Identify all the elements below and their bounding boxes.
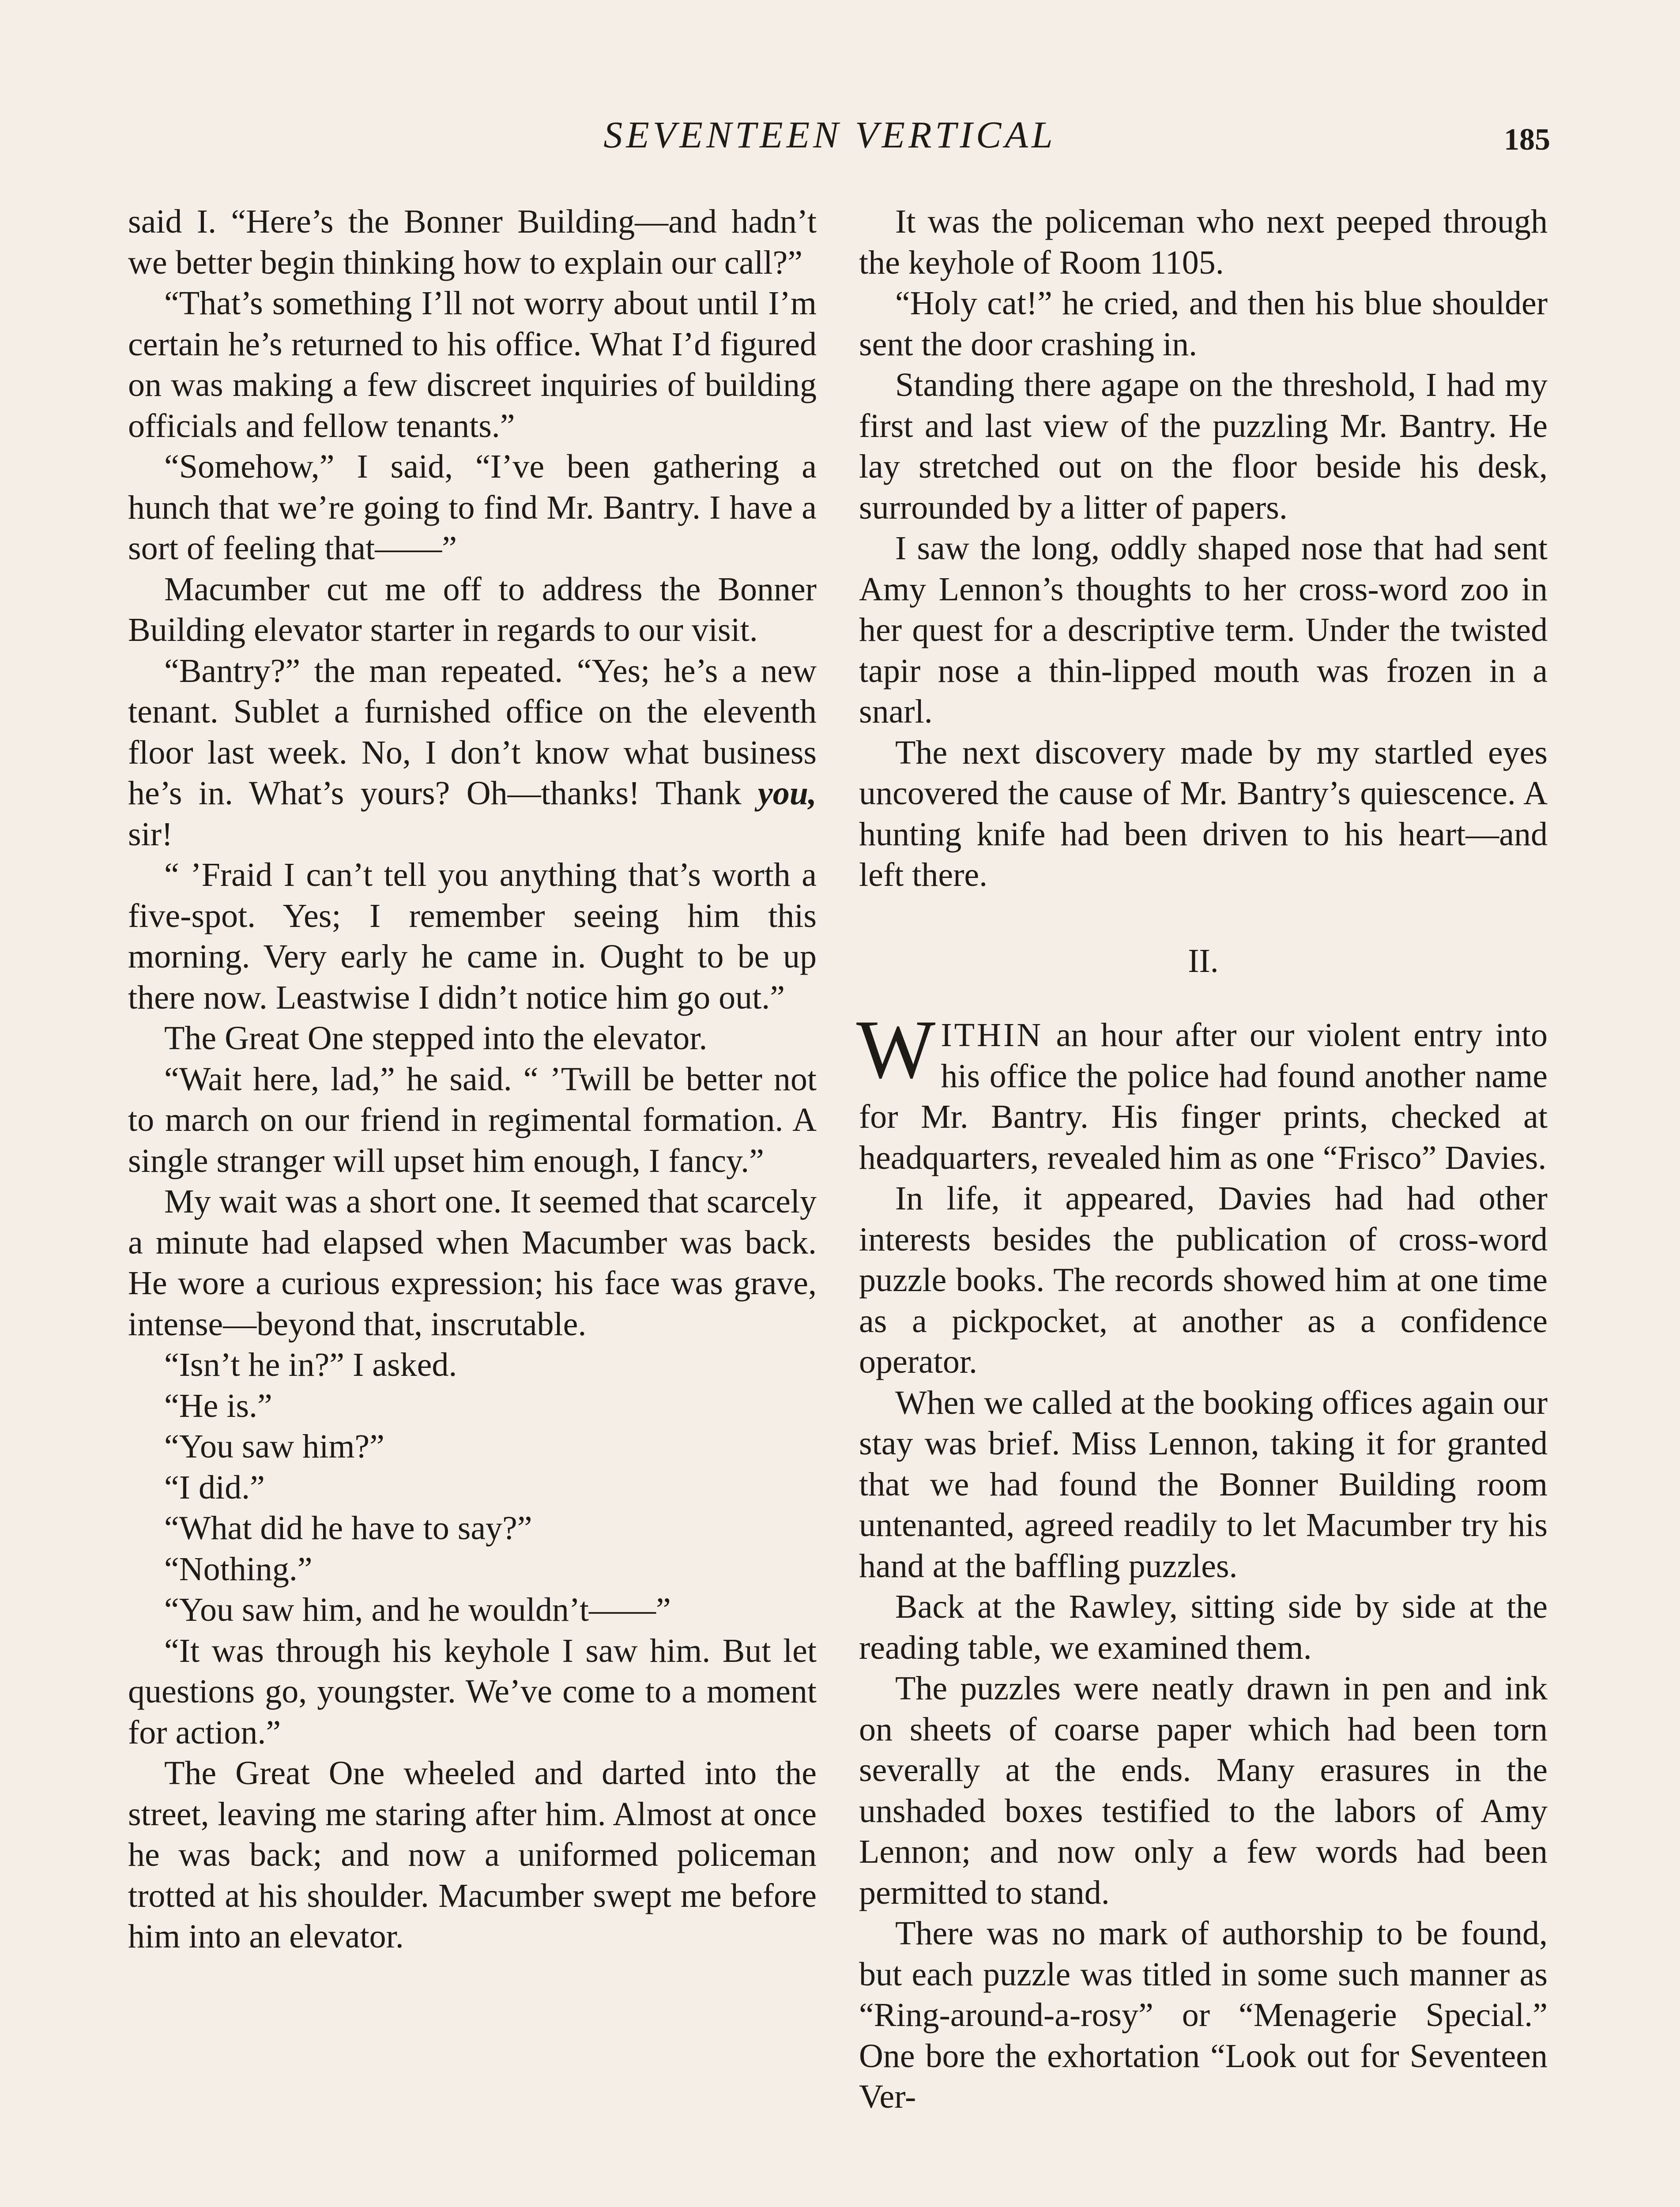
paragraph: “That’s something I’ll not worry about until I’m certain he’s returned to his office. What I’d figured on was making a few discreet inquiries of building officials and fellow tenants.”	[128, 285, 817, 444]
paragraph: “What did he have to say?”	[164, 1510, 532, 1547]
paragraph	[128, 651, 817, 855]
paragraph: “Holy cat!” he cried, and then his blue shoulder sent the door crashing in.	[859, 285, 1548, 363]
paragraph-text: “Bantry?” the man repeated. “Yes; he’s a new tenant. Sublet a furnished office on the eleventh floor last week. No, I don’t know what business he’s in. What’s yours? Oh—thanks! Thank	[128, 652, 817, 812]
paragraph: “ ’Fraid I can’t tell you anything that’s worth a five-spot. Yes; I remember seeing him this morning. Very early he came in. Ought to be up there now. Leastwise I didn’t notice him go out.”	[128, 856, 817, 1016]
paragraph: “You saw him?”	[164, 1428, 384, 1465]
paragraph: The puzzles were neatly drawn in pen and ink on sheets of coarse paper which had been torn severally at the ends. Many erasures in the unshaded boxes testified to the labors of Amy Lennon; and now only a few words had been permitted to stand.	[859, 1670, 1548, 1911]
paragraph: “Nothing.”	[164, 1550, 313, 1588]
paragraph	[856, 1003, 1548, 1178]
paragraph: “You saw him, and he wouldn’t——”	[164, 1591, 671, 1628]
paragraph: “It was through his keyhole I saw him. But let questions go, youngster. We’ve come to a moment for action.”	[128, 1632, 817, 1751]
paragraph: My wait was a short one. It seemed that scarcely a minute had elapsed when Macumber was back. He wore a curious expression; his face was grave, intense—beyond that, inscrutable.	[128, 1183, 817, 1343]
paragraph: I saw the long, oddly shaped nose that had sent Amy Lennon’s thoughts to her cross-word zoo in her quest for a descriptive term. Under the twisted tapir nose a thin-lipped mouth was frozen in a snarl.	[859, 530, 1548, 730]
paragraph: The Great One wheeled and darted into the street, leaving me staring after him. Almost at once he was back; and now a uniformed policeman trotted at his shoulder. Macumber swept me before him into an elevator.	[128, 1755, 817, 1955]
paragraph: Back at the Rawley, sitting side by side at the reading table, we examined them.	[859, 1588, 1548, 1666]
right-column	[856, 201, 1548, 2117]
paragraph: Standing there agape on the threshold, I had my first and last view of the puzzling Mr. Bantry. He lay stretched out on the floor beside his desk, surrounded by a litter of papers.	[859, 366, 1548, 526]
paragraph: “Somehow,” I said, “I’ve been gathering a hunch that we’re going to find Mr. Bantry. I have a sort of feeling that——”	[128, 448, 817, 567]
paragraph: It was the policeman who next peeped through the keyhole of Room 1105.	[859, 203, 1548, 281]
paragraph: “Wait here, lad,” he said. “ ’Twill be better not to march on our friend in regimental formation. A single stranger will upset him enough, I fancy.”	[128, 1060, 817, 1179]
paragraph: There was no mark of authorship to be found, but each puzzle was titled in some such manner as “Ring-around-a-rosy” or “Menagerie Special.” One bore the exhortation “Look out for Seventeen Ver-	[859, 1915, 1548, 2115]
small-caps-lead: ITHIN	[941, 1017, 1043, 1054]
page-number: 185	[1504, 123, 1550, 157]
paragraph: Macumber cut me off to address the Bonner Building elevator starter in regards to our visit.	[128, 570, 817, 648]
paragraph: In life, it appeared, Davies had had other interests besides the publication of cross-word puzzle books. The records showed him at one time as a pickpocket, at another as a confidence operator.	[859, 1180, 1548, 1380]
paragraph: The Great One stepped into the elevator.	[164, 1020, 708, 1057]
paragraph: “He is.”	[164, 1387, 272, 1424]
paragraph: “I did.”	[164, 1469, 265, 1506]
paragraph: “Isn’t he in?” I asked.	[164, 1346, 457, 1383]
running-title: SEVENTEEN VERTICAL	[603, 113, 1056, 156]
section-heading: II.	[1188, 942, 1219, 979]
paragraph-text: an hour after our violent entry into his office the police had found another name for Mr. Bantry. His finger prints, checked at headquarters, revealed him as one “Frisco” Davies.	[859, 1017, 1548, 1176]
drop-cap: W	[856, 1003, 936, 1096]
paragraph-text: sir!	[128, 815, 173, 853]
paragraph: The next discovery made by my startled eyes uncovered the cause of Mr. Bantry’s quiescence. A hunting knife had been driven to his heart—and left there.	[859, 734, 1548, 893]
paragraph: said I. “Here’s the Bonner Building—and hadn’t we better begin thinking how to explain our call?”	[128, 203, 817, 281]
left-column	[128, 201, 817, 1957]
emphasized-word: you,	[758, 775, 817, 812]
paragraph: When we called at the booking offices again our stay was brief. Miss Lennon, taking it for granted that we had found the Bonner Building room untenanted, agreed readily to let Macumber try his hand at the baffling puzzles.	[859, 1384, 1548, 1585]
